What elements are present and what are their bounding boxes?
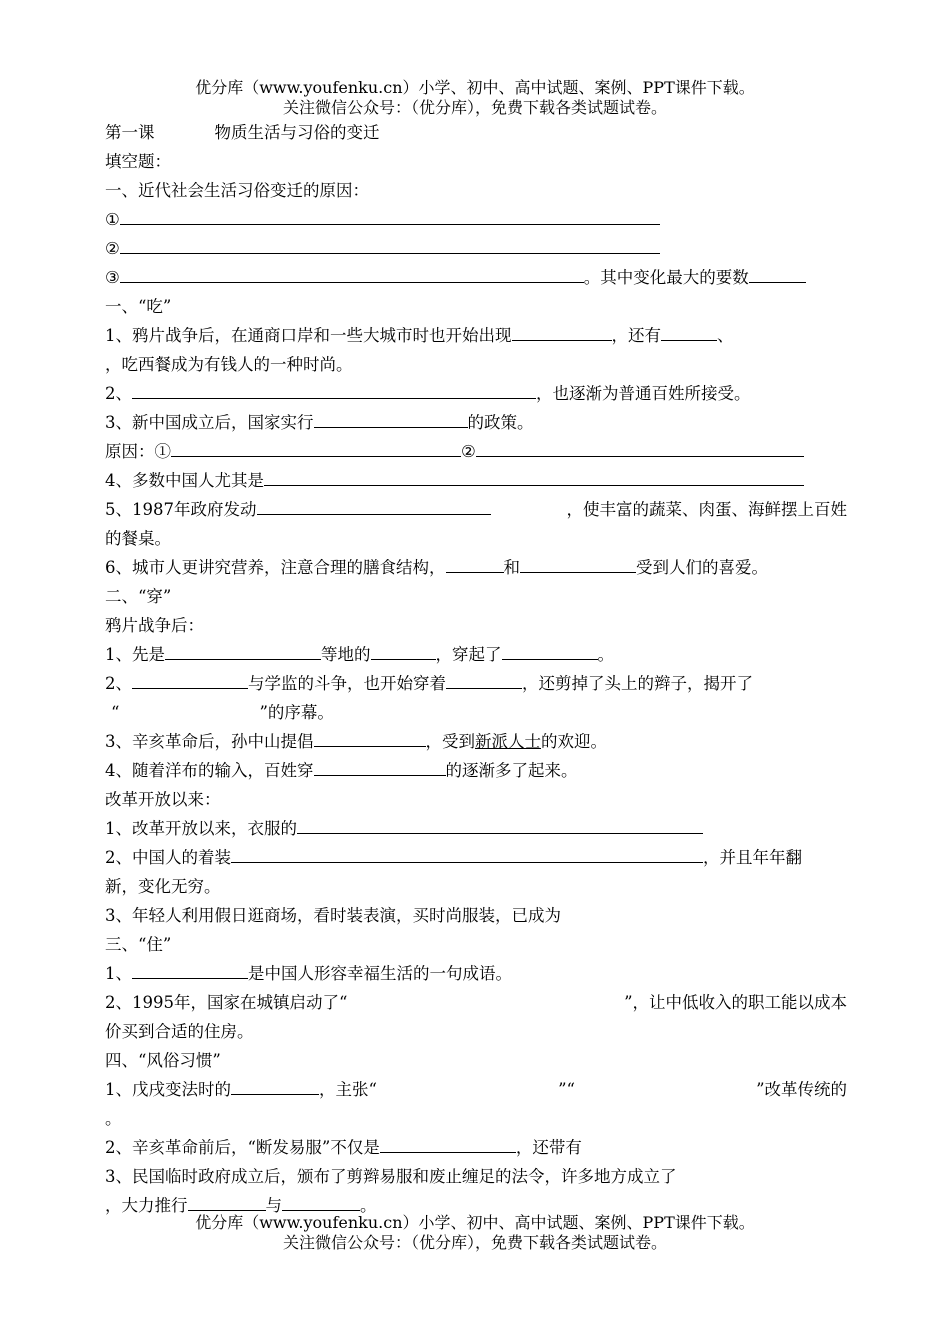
header-line-2: 关注微信公众号：（优分库），免费下载各类试题试卷。 xyxy=(282,98,667,117)
blank xyxy=(512,322,612,341)
blank xyxy=(314,409,468,428)
blank xyxy=(231,1076,319,1095)
text: 。 xyxy=(597,645,614,664)
text: 4、随着洋布的输入，百姓穿 xyxy=(105,761,314,780)
blank xyxy=(476,438,804,457)
text: “ xyxy=(111,703,120,722)
eat-q1-cont: ，吃西餐成为有钱人的一种时尚。 xyxy=(105,355,353,374)
customs-heading: 四、“风俗习惯” xyxy=(105,1051,221,1070)
wear-q3 xyxy=(105,727,847,756)
live-q2-cont: 价买到合适的住房。 xyxy=(105,1022,254,1041)
live-heading: 三、“住” xyxy=(105,935,172,954)
text: 2、1995年，国家在城镇启动了“ xyxy=(105,993,348,1012)
text: ”，让中低收入的职工能以成本 xyxy=(624,993,847,1012)
text: 的欢迎。 xyxy=(541,732,607,751)
wear-q4 xyxy=(105,756,847,785)
lesson-title xyxy=(105,118,847,147)
text: ，还有 xyxy=(611,326,661,345)
lesson-name: 物质生活与习俗的变迁 xyxy=(214,123,380,142)
text: 1、鸦片战争后，在通商口岸和一些大城市时也开始出现 xyxy=(105,326,512,345)
blank xyxy=(120,235,660,254)
footer-line-1: 优分库（www.youfenku.cn）小学、初中、高中试题、案例、PPT课件下载。 xyxy=(195,1213,755,1232)
eat-q5 xyxy=(105,495,847,524)
wear-q1 xyxy=(105,640,847,669)
eat-reasons xyxy=(105,437,847,466)
reason-marker-3: ③ xyxy=(105,268,120,287)
text: ，还带有 xyxy=(515,1138,582,1157)
text: ”的序幕。 xyxy=(259,703,334,722)
text: 等地的 xyxy=(321,645,371,664)
text: ”“ xyxy=(558,1080,575,1099)
text: ② xyxy=(461,442,476,461)
text: 是中国人形容幸福生活的一句成语。 xyxy=(248,964,512,983)
blank xyxy=(661,322,717,341)
text: ”改革传统的 xyxy=(756,1080,847,1099)
text: 4、多数中国人尤其是 xyxy=(105,471,264,490)
blank xyxy=(171,438,461,457)
eat-q6 xyxy=(105,553,847,582)
text: ，还剪掉了头上的辫子，揭开了 xyxy=(522,674,753,693)
text: 1、戊戌变法时的 xyxy=(105,1080,231,1099)
customs-q2 xyxy=(105,1133,847,1162)
text: 5、1987年政府发动 xyxy=(105,500,257,519)
lesson-number: 第一课 xyxy=(105,123,155,142)
reasons-heading: 一、近代社会生活习俗变迁的原因： xyxy=(105,181,369,200)
wear-r2 xyxy=(105,843,847,872)
reason-2 xyxy=(105,234,847,263)
eat-heading: 一、“吃” xyxy=(105,297,172,316)
text: 受到人们的喜爱。 xyxy=(636,558,768,577)
wear-r2-cont: 新，变化无穷。 xyxy=(105,877,221,896)
blank xyxy=(188,1192,266,1211)
text: 原因：① xyxy=(105,442,171,461)
blank xyxy=(520,554,636,573)
text: 的政策。 xyxy=(467,413,534,432)
header-line-1: 优分库（www.youfenku.cn）小学、初中、高中试题、案例、PPT课件下载。 xyxy=(195,78,755,97)
text: ，受到 xyxy=(425,732,475,751)
text: 和 xyxy=(503,558,520,577)
worksheet-body xyxy=(105,118,847,1220)
blank xyxy=(380,1134,516,1153)
text: 2、 xyxy=(105,674,132,693)
text: 1、改革开放以来，衣服的 xyxy=(105,819,297,838)
text: 的逐渐多了起来。 xyxy=(445,761,578,780)
eat-q1 xyxy=(105,321,847,350)
blank xyxy=(314,757,446,776)
blank xyxy=(446,670,522,689)
reason-tail: 。其中变化最大的要数 xyxy=(583,268,749,287)
blank xyxy=(314,728,426,747)
reason-1 xyxy=(105,205,847,234)
underlined-term: 新派人士 xyxy=(475,732,541,751)
text: 6、城市人更讲究营养，注意合理的膳食结构， xyxy=(105,558,446,577)
text: 2、辛亥革命前后，“断发易服”不仅是 xyxy=(105,1138,380,1157)
blank xyxy=(165,641,321,660)
wear-sub-1: 鸦片战争后： xyxy=(105,616,204,635)
text: ，并且年年翻 xyxy=(703,848,802,867)
text: ，也逐渐为普通百姓所接受。 xyxy=(536,384,751,403)
text: 、 xyxy=(717,326,734,345)
eat-q3 xyxy=(105,408,847,437)
blank xyxy=(257,496,491,515)
text: 与 xyxy=(265,1196,282,1215)
text: 3、辛亥革命后，孙中山提倡 xyxy=(105,732,314,751)
text: 3、新中国成立后，国家实行 xyxy=(105,413,314,432)
blank xyxy=(120,264,584,283)
blank xyxy=(132,960,248,979)
customs-q1 xyxy=(105,1075,847,1104)
wear-q2-cont xyxy=(105,698,847,727)
eat-q2 xyxy=(105,379,847,408)
text: ，使丰富的蔬菜、肉蛋、海鲜摆上百姓 xyxy=(566,500,847,519)
live-q2 xyxy=(105,988,847,1017)
text: 与学监的斗争，也开始穿着 xyxy=(248,674,446,693)
blank xyxy=(446,554,504,573)
wear-r3: 3、年轻人利用假日逛商场，看时装表演，买时尚服装，已成为 xyxy=(105,906,561,925)
blank xyxy=(502,641,598,660)
text: 2、中国人的着装 xyxy=(105,848,231,867)
text: ，穿起了 xyxy=(435,645,502,664)
wear-sub-2: 改革开放以来： xyxy=(105,790,221,809)
customs-q1-cont: 。 xyxy=(105,1109,122,1128)
text: 2、 xyxy=(105,384,132,403)
text: 1、 xyxy=(105,964,132,983)
wear-q2 xyxy=(105,669,847,698)
reason-marker-1: ① xyxy=(105,210,120,229)
blank xyxy=(132,380,536,399)
blank xyxy=(749,264,806,283)
reason-3 xyxy=(105,263,847,292)
eat-q4 xyxy=(105,466,847,495)
page-footer xyxy=(0,1213,950,1253)
blank xyxy=(371,641,436,660)
live-q1 xyxy=(105,959,847,988)
text: ，大力推行 xyxy=(105,1196,188,1215)
fill-label: 填空题： xyxy=(105,152,171,171)
blank xyxy=(264,467,804,486)
text: 。 xyxy=(360,1196,377,1215)
wear-r1 xyxy=(105,814,847,843)
text: 1、先是 xyxy=(105,645,165,664)
eat-q5-cont: 的餐桌。 xyxy=(105,529,171,548)
reason-marker-2: ② xyxy=(105,239,120,258)
blank xyxy=(120,206,660,225)
customs-q3: 3、民国临时政府成立后，颁布了剪辫易服和废止缠足的法令，许多地方成立了 xyxy=(105,1167,677,1186)
blank xyxy=(282,1192,360,1211)
page-header xyxy=(0,78,950,118)
blank xyxy=(297,815,703,834)
blank xyxy=(231,844,703,863)
blank xyxy=(132,670,248,689)
footer-line-2: 关注微信公众号：（优分库），免费下载各类试题试卷。 xyxy=(282,1233,667,1252)
text: ，主张“ xyxy=(319,1080,377,1099)
wear-heading: 二、“穿” xyxy=(105,587,172,606)
